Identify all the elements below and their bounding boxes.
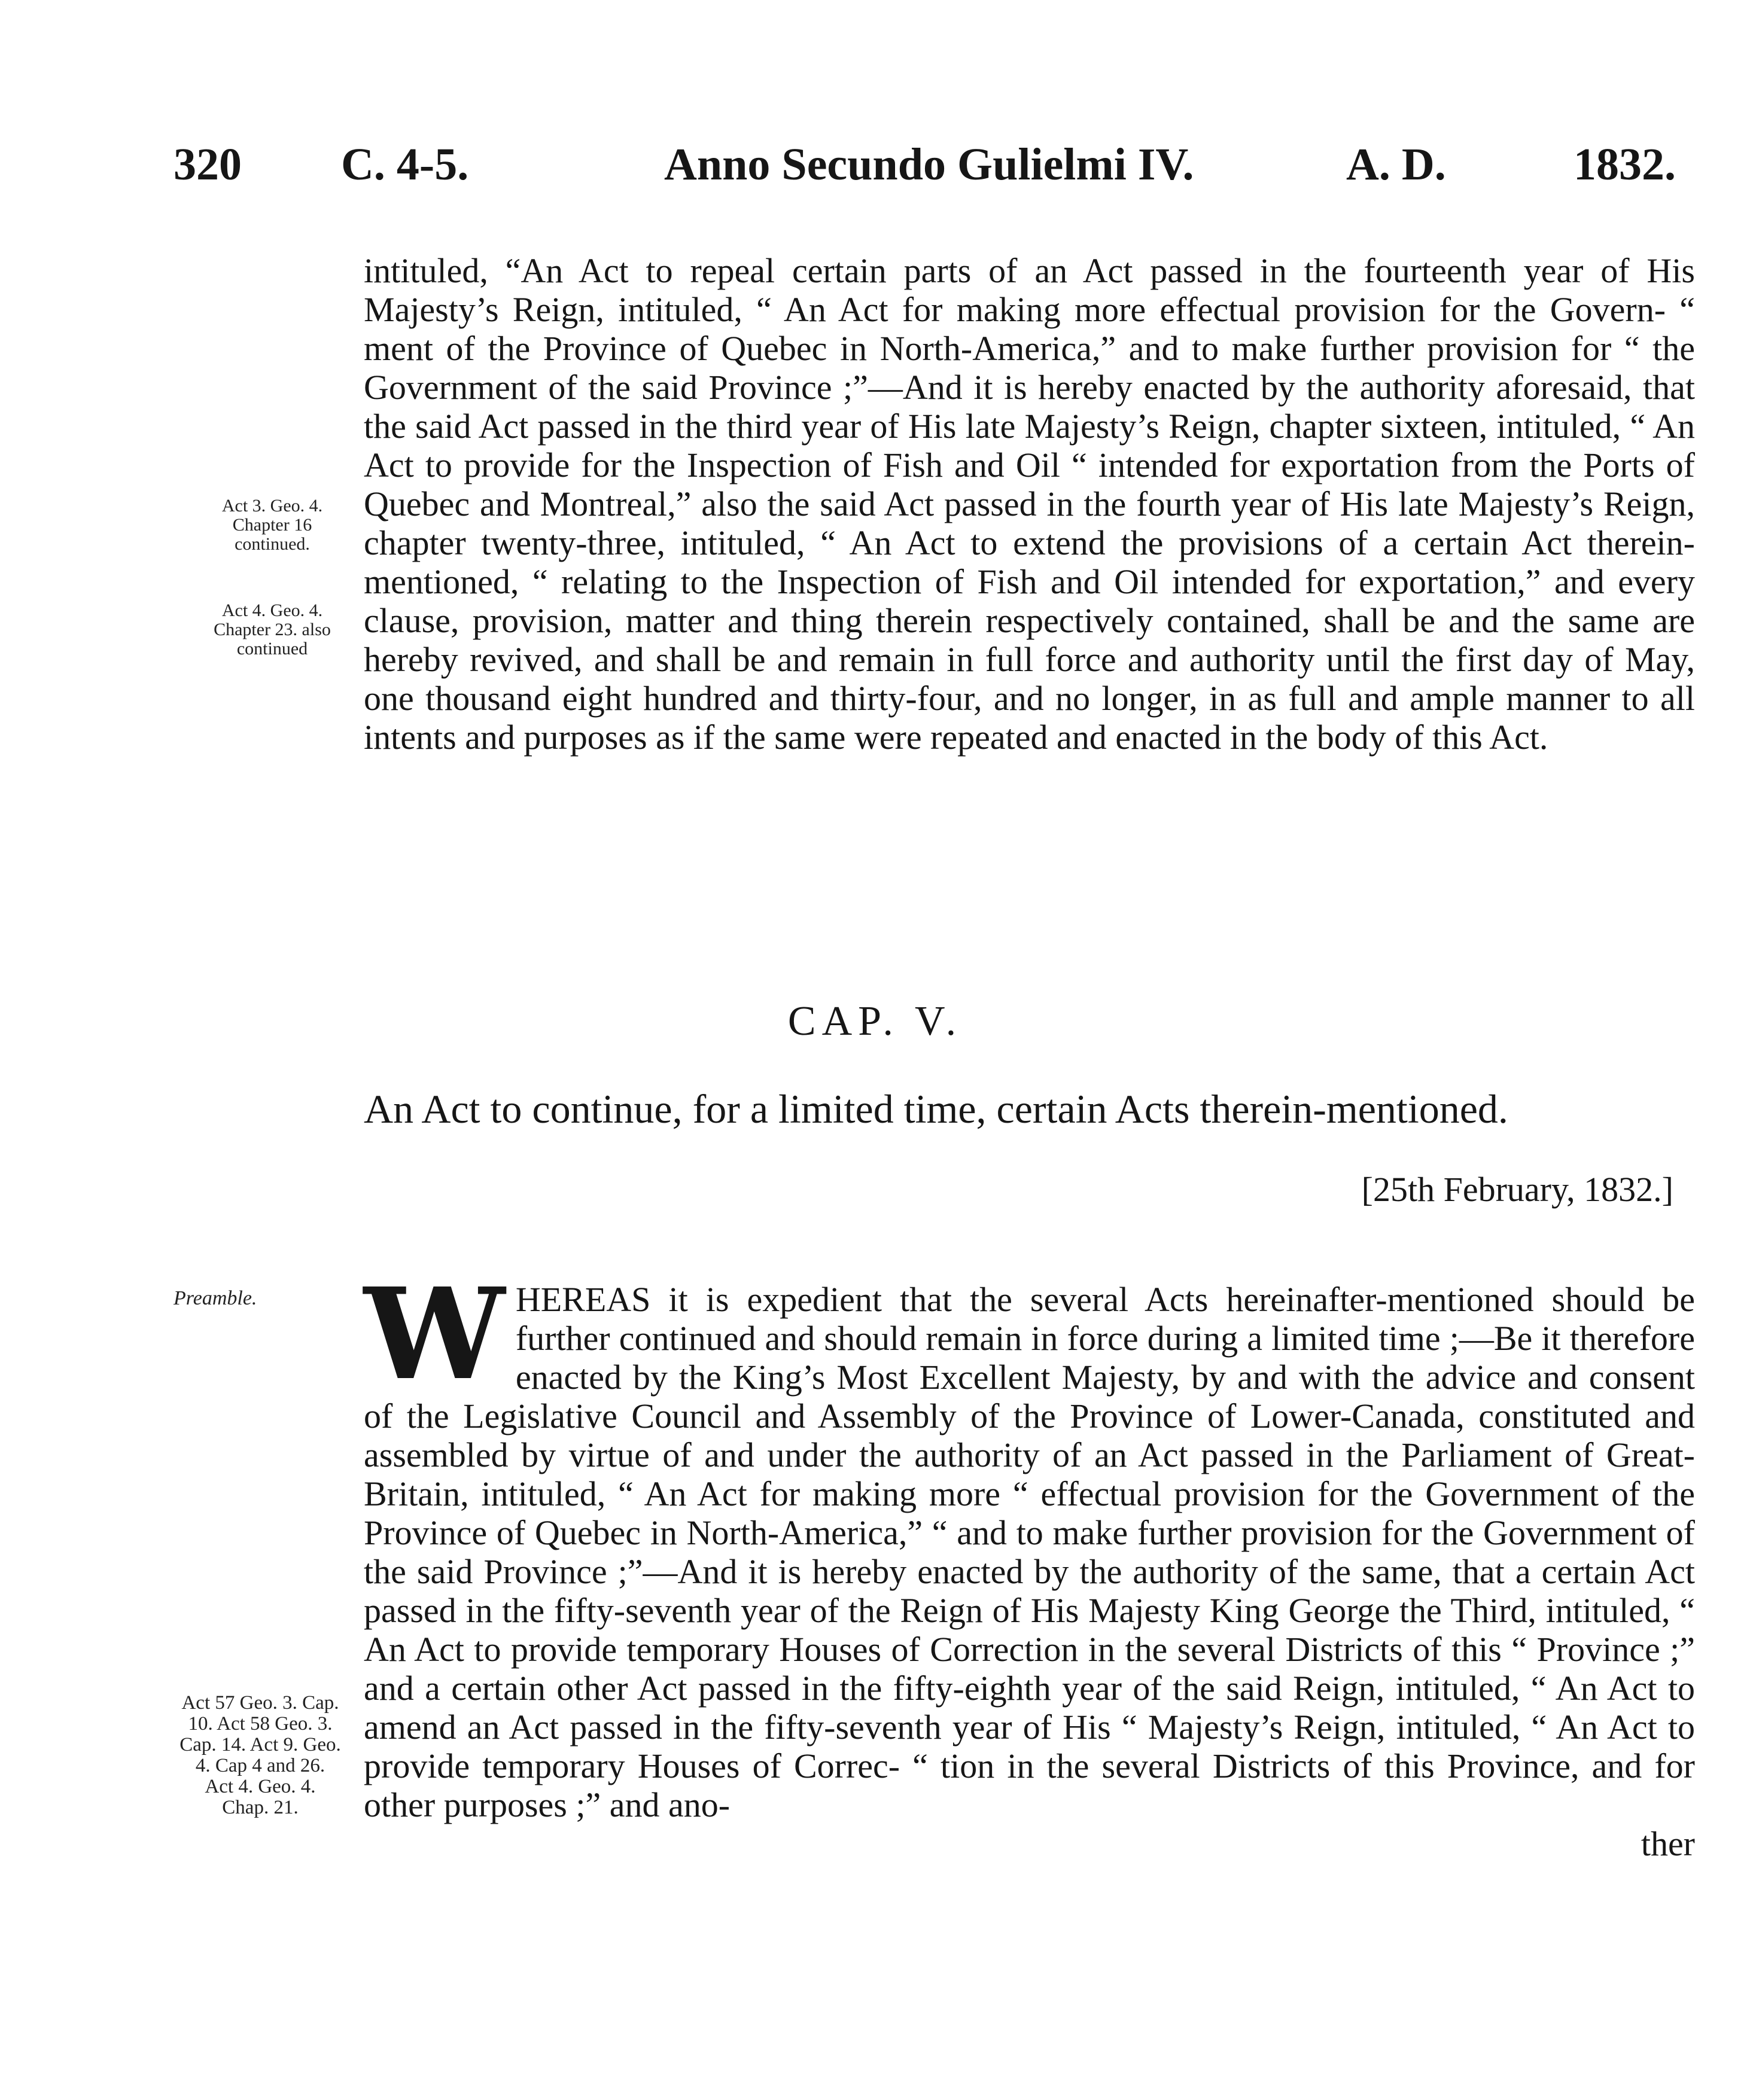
continuation-text: intituled, “An Act to repeal certain parts of an Act passed in the fourteenth year of His Majesty’s Reign, intituled, “ An Act for making more effectual provision for the Govern- “ ment of the Province of Quebec in North-America,” and to make further provision for “ the Government of the said Province ;”—And it is hereby enacted by the authority aforesaid, that the said Act passed in the third year of His late Majesty’s Reign, chapter sixteen, intituled, “ An Act to provide for the Inspection of Fish and Oil “ intended for exportation from the Ports of Quebec and Montreal,” also the said Act passed in the fourth year of His late Majesty’s Reign, chapter twenty-three, intituled, “ An Act to extend the provisions of a certain Act therein-mentioned, “ relating to the Inspection of Fish and Oil intended for exportation,” and every clause, provision, matter and thing therein respectively contained, shall be and the same are hereby revived, and shall be and remain in full force and authority until the first day of May, one thousand eight hundred and thirty-four, and no longer, in as full and ample manner to all intents and purposes as if the same were repeated and enacted in the body of this Act. — [364, 251, 1695, 757]
drop-cap-initial: W — [364, 1260, 505, 1408]
margin-note-preamble: Preamble. — [174, 1287, 257, 1309]
preamble-body — [364, 1260, 1695, 1824]
cap-heading: CAP. V. — [787, 998, 963, 1044]
header-ad: A. D. — [1346, 139, 1446, 190]
page-number: 320 — [174, 139, 242, 190]
act-date: [25th February, 1832.] — [1361, 1170, 1673, 1209]
margin-note-act-4-geo-4: Act 4. Geo. 4. Chapter 23. also continued — [214, 601, 331, 659]
continuation-paragraph — [364, 251, 1695, 757]
running-header — [174, 139, 1693, 193]
margin-note-act-3-geo-4: Act 3. Geo. 4. Chapter 16 continued. — [221, 496, 323, 554]
catchword: ther — [1641, 1824, 1695, 1863]
act-title: An Act to continue, for a limited time, certain Acts therein-mentioned. — [364, 1086, 1508, 1132]
preamble-paragraph — [364, 1260, 1695, 1863]
margin-note-acts-continued: Act 57 Geo. 3. Cap. 10. Act 58 Geo. 3. Cap. 14. Act 9. Geo. 4. Cap 4 and 26. Act 4. Geo. 4. Chap. 21. — [179, 1692, 341, 1818]
header-title: Anno Secundo Gulielmi IV. — [664, 139, 1194, 190]
preamble-text: HEREAS it is expedient that the several Acts hereinafter-mentioned should be further continued and should remain in force during a limited time ;—Be it therefore enacted by the King’s Most Excellent Majesty, by and with the advice and consent of the Legislative Council and Assembly of the Province of Lower-Canada, constituted and assembled by virtue of and under the authority of an Act passed in the Parliament of Great-Britain, intituled, “ An Act for making more “ effectual provision for the Government of the Province of Quebec in North-America,” “ and to make further provision for the Government of the said Province ;”—And it is hereby enacted by the authority of the same, that a certain Act passed in the fifty-seventh year of the Reign of His Majesty King George the Third, intituled, “ An Act to provide temporary Houses of Correction in the several Districts of this “ Province ;” and a certain other Act passed in the fifty-eighth year of the said Reign, intituled, “ An Act to amend an Act passed in the fifty-seventh year of His “ Majesty’s Reign, intituled, “ An Act to provide temporary Houses of Correc- “ tion in the several Districts of this Province, and for other purposes ;” and ano- — [364, 1280, 1695, 1824]
chapter-reference: C. 4-5. — [341, 139, 469, 190]
header-year: 1832. — [1574, 139, 1676, 190]
